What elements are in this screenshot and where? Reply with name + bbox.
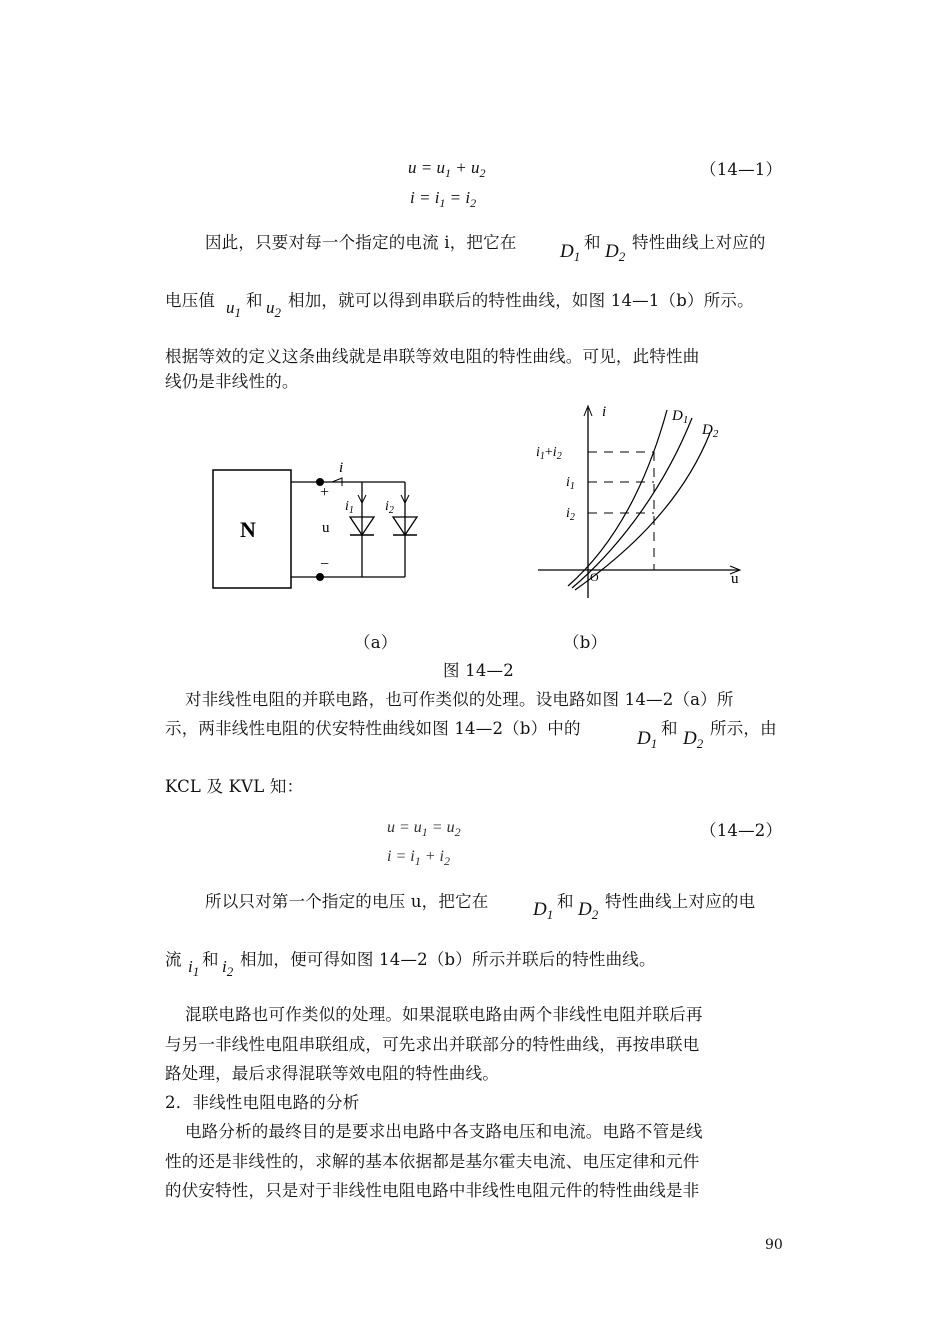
curve-d2-label: $D_2$	[702, 422, 719, 440]
paragraph-4-line-1: 对非线性电阻的并联电路，也可作类似的处理。设电路如图 14—2（a）所	[185, 690, 734, 709]
equation-number-14-2: （14—2）	[700, 821, 783, 840]
symbol-u2: $u_2$	[266, 298, 281, 320]
paragraph-4-line-2b: 所示，由	[710, 719, 777, 738]
symbol-i2: $i_2$	[222, 957, 234, 979]
curve-d1-label: $D_1$	[672, 408, 689, 426]
paragraph-6-and: 和	[557, 892, 574, 911]
symbol-i1: $i_1$	[188, 957, 200, 979]
branch-i1-label: $i_1$	[345, 499, 354, 516]
x-axis-label: u	[731, 571, 739, 587]
paragraph-8-line-2: 与另一非线性电阻串联组成，可先求出并联部分的特性曲线，再按串联电	[165, 1035, 700, 1054]
paragraph-2-text-b: 相加，就可以得到串联后的特性曲线，如图 14—1（b）所示。	[288, 291, 754, 310]
y-axis-label: i	[602, 404, 607, 420]
voltage-label: u	[322, 520, 330, 536]
paragraph-8-line-1: 混联电路也可作类似的处理。如果混联电路由两个非线性电阻并联后再	[185, 1005, 703, 1024]
equation-14-2-line1: $u = u_1 = u_2$	[387, 819, 461, 839]
equation-14-1-line2: $i = i_1 = i_2$	[410, 188, 477, 210]
terminal-bottom	[316, 573, 324, 581]
circuit-diagram	[200, 455, 430, 600]
symbol-d1-c: $D_1$	[533, 899, 554, 922]
paragraph-4-and: 和	[661, 719, 678, 738]
plus-label: +	[320, 484, 330, 501]
equation-14-1-line1: $u = u_1 + u_2$	[408, 158, 486, 180]
tick-sum-label: $i_1+i_2$	[536, 445, 562, 462]
paragraph-1-text-b: 特性曲线上对应的	[632, 233, 766, 252]
tick-i1-label: $i_1$	[566, 475, 575, 492]
paragraph-7-and: 和	[202, 950, 219, 969]
paragraph-9-line-1: 电路分析的最终目的是要求出电路中各支路电压和电流。电路不管是线	[185, 1122, 703, 1141]
origin-label: O	[590, 570, 599, 584]
tick-i2-label: $i_2$	[566, 506, 575, 523]
branch-i2-label: $i_2$	[385, 499, 394, 516]
paragraph-1-and: 和	[584, 233, 601, 252]
paragraph-6-text-a: 所以只对第一个指定的电压 u，把它在	[205, 892, 489, 911]
paragraph-3-line-2: 线仍是非线性的。	[165, 372, 299, 391]
paragraph-3-line-1: 根据等效的定义这条曲线就是串联等效电阻的特性曲线。可见，此特性曲	[165, 347, 700, 366]
page-number: 90	[765, 1237, 783, 1253]
paragraph-1-text-a: 因此，只要对每一个指定的电流 i，把它在	[205, 233, 517, 252]
section-heading: 2．非线性电阻电路的分析	[165, 1093, 360, 1112]
symbol-u1: $u_1$	[226, 298, 241, 320]
minus-label: −	[320, 556, 330, 573]
figure-title: 图 14—2	[443, 661, 514, 680]
paragraph-2-text-a: 电压值	[165, 291, 216, 310]
paragraph-8-line-3: 路处理，最后求得混联等效电阻的特性曲线。	[165, 1064, 499, 1083]
symbol-d1: $D_1$	[560, 241, 581, 264]
equation-14-2-line2: $i = i_1 + i_2$	[387, 848, 450, 868]
caption-b: （b）	[563, 633, 608, 652]
symbol-d2-c: $D_2$	[578, 899, 599, 922]
symbol-d2: $D_2$	[605, 241, 626, 264]
paragraph-5: KCL 及 KVL 知：	[165, 777, 304, 796]
paragraph-9-line-2: 性的还是非线性的，求解的基本依据都是基尔霍夫电流、电压定律和元件	[165, 1152, 700, 1171]
characteristic-curves-graph	[520, 398, 755, 603]
paragraph-7-text-b: 相加，便可得如图 14—2（b）所示并联后的特性曲线。	[240, 950, 656, 969]
paragraph-2-and: 和	[246, 291, 263, 310]
network-label: N	[240, 517, 256, 542]
caption-a: （a）	[354, 633, 398, 652]
paragraph-6-text-b: 特性曲线上对应的电	[605, 892, 756, 911]
paragraph-9-line-3: 的伏安特性，只是对于非线性电阻电路中非线性电阻元件的特性曲线是非	[165, 1181, 700, 1200]
symbol-d1-b: $D_1$	[637, 728, 658, 751]
current-i-label: i	[339, 460, 344, 476]
paragraph-4-line-2a: 示，两非线性电阻的伏安特性曲线如图 14—2（b）中的	[165, 719, 581, 738]
equation-number-14-1: （14—1）	[700, 160, 783, 179]
symbol-d2-b: $D_2$	[683, 728, 704, 751]
curve-sum	[568, 410, 667, 586]
paragraph-7-text-a: 流	[165, 950, 182, 969]
